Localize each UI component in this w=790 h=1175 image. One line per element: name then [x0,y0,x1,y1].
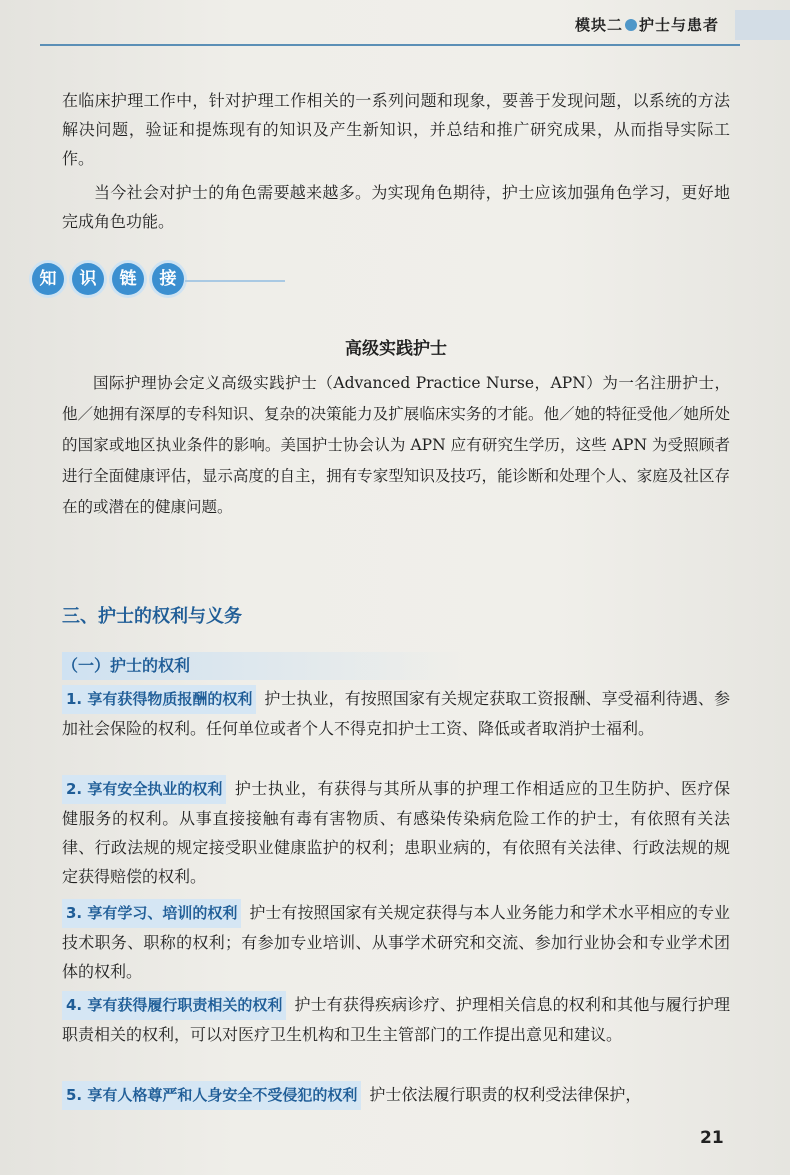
rights-item-1-text: 护士执业，有按照国家有关规定获取工资报酬、享受福利待遇、参加社会保险的权利。任何单位或者个人不得克扣护士工资、降低或者取消护士福利。 [62,689,730,738]
kb-char-1: 知 [32,263,64,295]
header-tab [735,10,790,40]
running-header [0,0,790,46]
kb-char-3: 链 [112,263,144,295]
knowledge-link-title: 高级实践护士 [345,339,447,359]
header-title [575,14,719,35]
subsection-title [62,652,730,680]
header-chapter: 护士与患者 [639,16,720,34]
header-module: 模块二 [575,16,624,34]
kb-char-4: 接 [152,263,184,295]
rights-item-3-label: 3. 享有学习、培训的权利 [62,899,241,928]
section-title: 三、护士的权利与义务 [62,606,242,627]
rights-item-1 [62,684,730,743]
rights-item-4-text: 护士有获得疾病诊疗、护理相关信息的权利和其他与履行护理职责相关的权利，可以对医疗卫生机构和卫生主管部门的工作提出意见和建议。 [62,995,730,1044]
header-rule [40,44,740,46]
rights-item-2-text: 护士执业，有获得与其所从事的护理工作相适应的卫生防护、医疗保健服务的权利。从事直接接触有毒有害物质、有感染传染病危险工作的护士，有依照有关法律、行政法规的规定接受职业健康监护的权利；患职业病的，有依照有关法律、行政法规的规定获得赔偿的权利。 [62,779,730,886]
rights-item-4-label: 4. 享有获得履行职责相关的权利 [62,991,286,1020]
intro-paragraph-1: 在临床护理工作中，针对护理工作相关的一系列问题和现象，要善于发现问题，以系统的方法解决问题，验证和提炼现有的知识及产生新知识，并总结和推广研究成果，从而指导实际工作。 [62,91,730,168]
rights-item-1-label: 1. 享有获得物质报酬的权利 [62,685,256,714]
page-number: 21 [700,1128,724,1148]
knowledge-link-body: 国际护理协会定义高级实践护士（Advanced Practice Nurse，APN）为一名注册护士，他／她拥有深厚的专科知识、复杂的决策能力及扩展临床实务的才能。他／她的特征受他／她所处的国家或地区执业条件的影响。美国护士协会认为 APN 应有研究生学历，这些 APN 为受照顾者进行全面健康评估，显示高度的自主，拥有专家型知识及技巧，能诊断和处理个人、家庭及社区存在的或潜在的健康问题。 [62,374,730,516]
header-dot-icon [625,19,637,31]
rights-item-5-text: 护士依法履行职责的权利受法律保护， [369,1085,642,1104]
rights-item-3 [62,898,730,986]
rights-item-3-text: 护士有按照国家有关规定获得与本人业务能力和学术水平相应的专业技术职务、职称的权利；有参加专业培训、从事学术研究和交流、参加行业协会和专业学术团体的权利。 [62,903,730,981]
intro-paragraph-2: 当今社会对护士的角色需要越来越多。为实现角色期待，护士应该加强角色学习，更好地完成角色功能。 [62,183,730,231]
rights-item-2-label: 2. 享有安全执业的权利 [62,775,226,804]
rights-item-5 [62,1080,730,1110]
kb-char-2: 识 [72,263,104,295]
rights-item-5-label: 5. 享有人格尊严和人身安全不受侵犯的权利 [62,1081,361,1110]
rights-item-4 [62,990,730,1049]
rights-item-2 [62,774,730,891]
subsection-title-text: （一）护士的权利 [62,656,191,675]
knowledge-link-rule [185,280,285,282]
knowledge-link-badge [28,258,188,300]
